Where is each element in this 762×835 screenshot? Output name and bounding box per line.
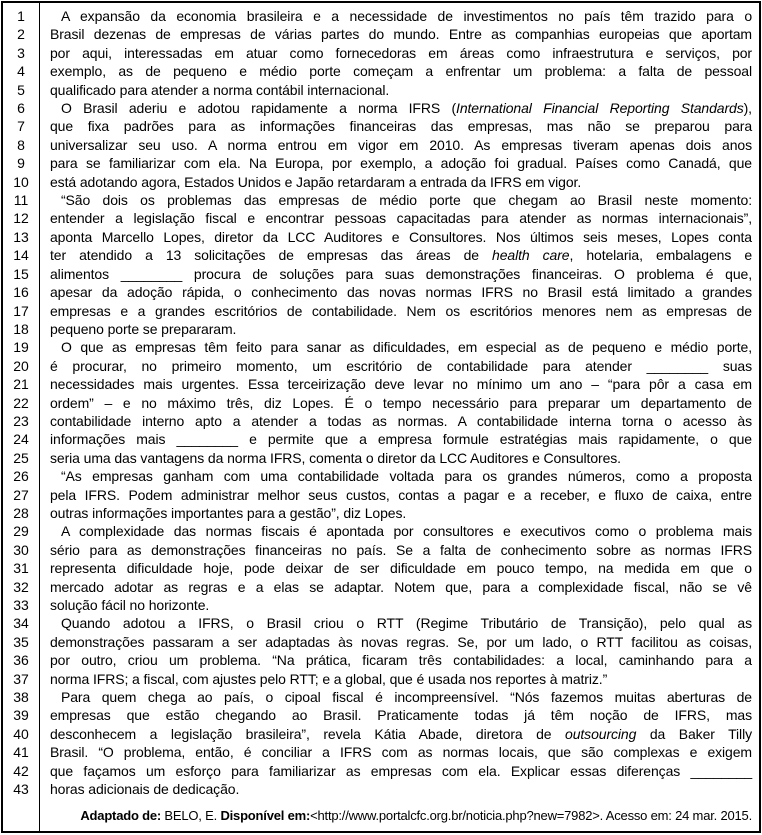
line-number: 34 bbox=[13, 615, 29, 632]
line-number: 24 bbox=[13, 431, 29, 448]
line-number: 25 bbox=[13, 449, 29, 466]
text-line bbox=[50, 62, 752, 80]
text-segment: alimentos ________ procura de soluções para suas demonstrações financeiras. O problema é que, bbox=[50, 265, 752, 282]
text-segment: Brasil. “O problema, então, é conciliar a IFRS com as normas locais, que são complexas e exigem bbox=[50, 744, 752, 761]
text-segment: ter atendido a 13 solicitações de empresas das áreas de bbox=[50, 247, 493, 264]
text-segment: entender a legislação fiscal e encontrar pessoas capacitadas para atender as normas internacionais”, bbox=[50, 210, 752, 227]
text-segment: empresas e a grandes escritórios de contabilidade. Nem os escritórios menores nem as empresas de bbox=[50, 302, 752, 319]
line-number: 16 bbox=[13, 284, 29, 301]
line-number: 14 bbox=[13, 247, 29, 264]
line-number: 9 bbox=[17, 155, 25, 172]
text-lines bbox=[50, 7, 752, 798]
text-segment: representa dificuldade hoje, pode deixar de ser dificuldade em pouco tempo, na medida em que o bbox=[50, 560, 752, 577]
text-segment: que façamos um esforço para familiarizar as empresas com ela. Explicar essas diferenças ________ bbox=[50, 762, 752, 779]
text-line bbox=[50, 81, 752, 99]
text-line bbox=[50, 559, 752, 577]
document-frame bbox=[1, 1, 761, 833]
line-number: 29 bbox=[13, 523, 29, 540]
line-number: 39 bbox=[13, 707, 29, 724]
text-segment: contabilidade interno apto a atender a todas as normas. A contabilidade interna torna o acesso às bbox=[50, 412, 752, 429]
text-line bbox=[50, 44, 752, 62]
text-line bbox=[50, 302, 752, 320]
text-segment: horas adicionais de dedicação. bbox=[50, 781, 240, 798]
line-number: 2 bbox=[17, 26, 25, 43]
text-segment: A expansão da economia brasileira e a necessidade de investimentos no país têm trazido para o bbox=[61, 8, 752, 24]
line-number: 31 bbox=[13, 560, 29, 577]
text-segment: solução fácil no horizonte. bbox=[50, 597, 210, 613]
line-number: 7 bbox=[17, 118, 25, 135]
line-number: 21 bbox=[13, 376, 29, 393]
line-number: 33 bbox=[13, 597, 29, 613]
line-number: 17 bbox=[13, 302, 29, 319]
text-segment: por aqui, interessadas em atuar como fornecedoras em áreas como infraestrutura e serviços, por bbox=[50, 44, 752, 61]
text-segment: para se familiarizar com ela. Na Europa, por exemplo, a adoção foi gradual. Países como Canadá, que bbox=[50, 155, 752, 172]
text-segment: , hotelaria, embalagens e bbox=[569, 247, 752, 264]
bold-text: Adaptado de: bbox=[80, 808, 162, 823]
text-segment: pela IFRS. Podem administrar melhor seus custos, contas a pagar e a receber, e fluxo de caixa, entre bbox=[50, 486, 752, 503]
text-line bbox=[50, 154, 752, 172]
text-line bbox=[50, 320, 752, 338]
text-segment: mercado adotar as regras e a elas se adaptar. Notem que, para a complexidade fiscal, não se vê bbox=[50, 578, 752, 595]
text-line bbox=[50, 522, 752, 540]
text-segment: O que as empresas têm feito para sanar as dificuldades, em especial as de pequeno e médio porte, bbox=[61, 339, 752, 356]
line-number: 8 bbox=[17, 136, 25, 153]
text-line bbox=[50, 614, 752, 632]
text-line bbox=[50, 504, 752, 522]
text-line bbox=[50, 7, 752, 25]
text-segment: qualificado para atender a norma contábil internacional. bbox=[50, 81, 390, 98]
text-line bbox=[50, 375, 752, 393]
text-line bbox=[50, 117, 752, 135]
line-number: 11 bbox=[13, 192, 29, 209]
text-segment: <http://www.portalcfc.org.br/noticia.php?new=7982>. Acesso em: 24 mar. 2015. bbox=[310, 808, 752, 823]
text-segment: Brasil dezenas de empresas de várias partes do mundo. Entre as companhias europeias que aportam bbox=[50, 26, 752, 43]
text-segment: aponta Marcello Lopes, diretor da LCC Auditores e Consultores. Nos últimos seis meses, Lopes conta bbox=[50, 228, 752, 245]
text-segment: norma IFRS; a fiscal, com ajustes pelo RTT; e a global, que é usada nos reportes à matriz.” bbox=[50, 670, 608, 687]
text-segment: sério para as demonstrações financeiras no país. Se a falta de conhecimento sobre as normas IFRS bbox=[50, 541, 752, 558]
text-segment: A complexidade das normas fiscais é apontada por consultores e executivos como o problema mais bbox=[61, 523, 752, 540]
line-number: 42 bbox=[13, 762, 29, 779]
line-number: 10 bbox=[13, 173, 29, 190]
text-segment: seria uma das vantagens da norma IFRS, comenta o diretor da LCC Auditores e Consultores. bbox=[50, 449, 621, 466]
text-line bbox=[50, 596, 752, 614]
text-segment: desconhecem a legislação brasileira”, revela Kátia Abade, diretora de bbox=[50, 725, 566, 742]
line-number: 32 bbox=[13, 578, 29, 595]
text-segment: que fixa padrões para as informações financeiras das empresas, mas não se preparou para bbox=[50, 118, 752, 135]
line-number: 23 bbox=[13, 412, 29, 429]
text-segment: ordem” – e no máximo três, diz Lopes. É o tempo necessário para preparar um departamento de bbox=[50, 394, 752, 411]
line-number: 36 bbox=[13, 652, 29, 669]
line-number: 43 bbox=[13, 781, 29, 798]
text-line bbox=[50, 633, 752, 651]
text-segment: da Baker Tilly bbox=[636, 725, 752, 742]
line-number: 27 bbox=[13, 486, 29, 503]
line-number: 3 bbox=[17, 44, 25, 61]
bold-text: Disponível em: bbox=[220, 808, 311, 823]
text-segment: Para quem chega ao país, o cipoal fiscal é incompreensível. “Nós fazemos muitas aberturas de bbox=[61, 689, 752, 706]
text-line bbox=[50, 265, 752, 283]
text-line bbox=[50, 762, 752, 780]
line-number: 18 bbox=[13, 320, 29, 337]
text-segment: ), bbox=[743, 100, 752, 117]
text-segment: O Brasil aderiu e adotou rapidamente a norma IFRS ( bbox=[61, 100, 457, 117]
text-line bbox=[50, 357, 752, 375]
line-number: 26 bbox=[13, 468, 29, 485]
text-line bbox=[50, 246, 752, 264]
italic-text: health care bbox=[492, 247, 570, 264]
text-segment: outras informações importantes para a gestão”, diz Lopes. bbox=[50, 504, 407, 521]
text-line bbox=[50, 338, 752, 356]
text-line bbox=[50, 449, 752, 467]
text-segment: “São dois os problemas das empresas de médio porte que chegam ao Brasil neste momento: bbox=[61, 192, 752, 209]
line-number: 15 bbox=[13, 265, 29, 282]
text-line bbox=[50, 780, 752, 798]
text-line bbox=[50, 688, 752, 706]
text-line bbox=[50, 706, 752, 724]
text-segment: Quando adotou a IFRS, o Brasil criou o RTT (Regime Tributário de Transição), pelo qual as bbox=[61, 615, 752, 632]
text-line bbox=[50, 191, 752, 209]
line-number: 19 bbox=[13, 339, 29, 356]
text-segment: necessidades mais urgentes. Essa terceirização deve levar no mínimo um ano – “para pôr a casa em bbox=[50, 376, 752, 393]
text-line bbox=[50, 430, 752, 448]
text-segment: demonstrações passaram a ser adaptadas às novas regras. Se, por um lado, o RTT facilitou as coisas, bbox=[50, 633, 752, 650]
text-segment: “As empresas ganham com uma contabilidade voltada para os grandes números, como a proposta bbox=[61, 468, 752, 485]
line-number: 20 bbox=[13, 357, 29, 374]
text-line bbox=[50, 228, 752, 246]
line-number: 1 bbox=[17, 8, 25, 24]
text-segment: informações mais ________ e permite que a empresa formule estratégias mais rapidamente, o que bbox=[50, 431, 752, 448]
italic-text: International Financial Reporting Standards bbox=[456, 100, 744, 117]
line-number: 41 bbox=[13, 744, 29, 761]
text-segment: exemplo, as de pequeno e médio porte começam a enfrentar um problema: a falta de pessoal bbox=[50, 63, 752, 80]
text-line bbox=[50, 578, 752, 596]
text-line bbox=[50, 486, 752, 504]
text-segment: BELO, E. bbox=[161, 808, 221, 823]
line-number: 35 bbox=[13, 633, 29, 650]
line-number: 40 bbox=[13, 725, 29, 742]
text-segment: empresas que estão chegando ao Brasil. Praticamente todas já têm noção de IFRS, mas bbox=[50, 707, 752, 724]
text-line bbox=[50, 394, 752, 412]
text-segment: pequeno porte se prepararam. bbox=[50, 320, 237, 337]
text-segment: é procurar, no primeiro momento, um escritório de contabilidade para atender ________ suas bbox=[50, 357, 752, 374]
line-number-column bbox=[3, 3, 40, 831]
text-line bbox=[50, 670, 752, 688]
text-segment: universalizar seu uso. A norma entrou em vigor em 2010. As empresas tiveram apenas dois anos bbox=[50, 136, 752, 153]
text-column bbox=[40, 3, 759, 831]
line-number: 13 bbox=[13, 228, 29, 245]
text-line bbox=[50, 25, 752, 43]
text-line bbox=[50, 467, 752, 485]
text-line bbox=[50, 136, 752, 154]
line-number: 38 bbox=[13, 689, 29, 706]
line-number: 30 bbox=[13, 541, 29, 558]
line-number: 4 bbox=[17, 63, 25, 80]
text-segment: apesar da adoção rápida, o conhecimento das novas normas IFRS no Brasil está limitado a grandes bbox=[50, 284, 752, 301]
text-segment: por outro, criou um problema. “Na prática, ficaram três contabilidades: a local, caminhando para a bbox=[50, 652, 752, 669]
line-number: 37 bbox=[13, 670, 29, 687]
text-line bbox=[50, 743, 752, 761]
text-line bbox=[50, 209, 752, 227]
text-line bbox=[50, 283, 752, 301]
text-line bbox=[50, 541, 752, 559]
line-number: 5 bbox=[17, 81, 25, 98]
text-line bbox=[50, 412, 752, 430]
line-number: 12 bbox=[13, 210, 29, 227]
text-segment: está adotando agora, Estados Unidos e Japão retardaram a entrada da IFRS em vigor. bbox=[50, 173, 582, 190]
text-line bbox=[50, 173, 752, 191]
source-citation bbox=[50, 808, 752, 831]
text-line bbox=[50, 651, 752, 669]
line-number: 6 bbox=[17, 100, 25, 117]
italic-text: outsourcing bbox=[565, 725, 637, 742]
line-number: 28 bbox=[13, 504, 29, 521]
text-line bbox=[50, 99, 752, 117]
line-number: 22 bbox=[13, 394, 29, 411]
text-line bbox=[50, 725, 752, 743]
